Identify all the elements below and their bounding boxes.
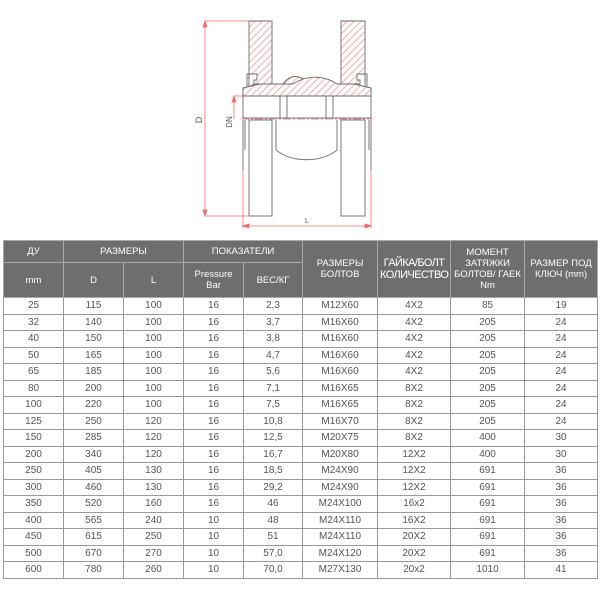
header-indicators: ПОКАЗАТЕЛИ — [184, 241, 303, 263]
cell-pressure: 16 — [184, 479, 244, 496]
cell-D: 185 — [64, 364, 124, 381]
header-pressure: Pressure Bar — [184, 263, 244, 298]
cell-bolt-size: M12X60 — [303, 298, 378, 315]
cell-D: 115 — [64, 298, 124, 315]
joint-cross-section-drawing — [0, 0, 600, 235]
cell-weight: 10,8 — [244, 413, 303, 430]
cell-du: 300 — [4, 479, 64, 496]
cell-nut-bolt-qty: 4X2 — [378, 347, 451, 364]
cell-D: 565 — [64, 512, 124, 529]
cell-torque: 205 — [451, 347, 525, 364]
cell-nut-bolt-qty: 20X2 — [378, 529, 451, 546]
cell-L: 100 — [124, 331, 184, 348]
cell-D: 615 — [64, 529, 124, 546]
cell-L: 100 — [124, 347, 184, 364]
cell-weight: 29,2 — [244, 479, 303, 496]
table-row — [4, 545, 598, 562]
cell-L: 130 — [124, 479, 184, 496]
cell-weight: 3,7 — [244, 314, 303, 331]
cell-wrench-size: 24 — [525, 347, 598, 364]
table-row — [4, 463, 598, 480]
cell-wrench-size: 36 — [525, 479, 598, 496]
cell-nut-bolt-qty: 4X2 — [378, 331, 451, 348]
cell-L: 240 — [124, 512, 184, 529]
cell-pressure: 16 — [184, 463, 244, 480]
cell-D: 220 — [64, 397, 124, 414]
table-row — [4, 446, 598, 463]
cell-torque: 691 — [451, 463, 525, 480]
cell-weight: 5,6 — [244, 364, 303, 381]
cell-wrench-size: 30 — [525, 446, 598, 463]
header-mm: mm — [4, 263, 64, 298]
cell-L: 100 — [124, 397, 184, 414]
cell-pressure: 10 — [184, 545, 244, 562]
cell-D: 285 — [64, 430, 124, 447]
cell-pressure: 16 — [184, 397, 244, 414]
cell-du: 125 — [4, 413, 64, 430]
dimension-DN — [232, 96, 243, 119]
cell-wrench-size: 24 — [525, 397, 598, 414]
cell-du: 350 — [4, 496, 64, 513]
cell-weight: 16,7 — [244, 446, 303, 463]
cell-nut-bolt-qty: 20x2 — [378, 562, 451, 579]
table-row — [4, 314, 598, 331]
right-flange-section — [341, 21, 367, 92]
cell-D: 460 — [64, 479, 124, 496]
cell-wrench-size: 41 — [525, 562, 598, 579]
cell-D: 780 — [64, 562, 124, 579]
cell-wrench-size: 24 — [525, 331, 598, 348]
cell-L: 130 — [124, 463, 184, 480]
header-L: L — [124, 263, 184, 298]
cell-L: 270 — [124, 545, 184, 562]
cell-wrench-size: 36 — [525, 529, 598, 546]
cell-pressure: 16 — [184, 314, 244, 331]
cell-weight: 12,5 — [244, 430, 303, 447]
header-du: ДУ — [4, 241, 64, 263]
cell-nut-bolt-qty: 8X2 — [378, 397, 451, 414]
left-flange-section — [247, 21, 272, 92]
cell-pressure: 10 — [184, 562, 244, 579]
cell-bolt-size: M24X100 — [303, 496, 378, 513]
table-row — [4, 512, 598, 529]
header-row-1 — [4, 241, 598, 263]
cell-bolt-size: M24X110 — [303, 529, 378, 546]
cell-nut-bolt-qty: 12X2 — [378, 479, 451, 496]
table-row — [4, 496, 598, 513]
cell-L: 120 — [124, 430, 184, 447]
cell-weight: 7,1 — [244, 380, 303, 397]
header-bolt-sizes: РАЗМЕРЫ БОЛТОВ — [303, 241, 378, 298]
cell-wrench-size: 30 — [525, 430, 598, 447]
cell-nut-bolt-qty: 4X2 — [378, 298, 451, 315]
cell-L: 100 — [124, 314, 184, 331]
cell-pressure: 10 — [184, 529, 244, 546]
cell-du: 600 — [4, 562, 64, 579]
cell-wrench-size: 36 — [525, 512, 598, 529]
table-row — [4, 397, 598, 414]
cell-D: 520 — [64, 496, 124, 513]
cell-torque: 691 — [451, 479, 525, 496]
cell-L: 100 — [124, 380, 184, 397]
cell-wrench-size: 24 — [525, 314, 598, 331]
table-row — [4, 331, 598, 348]
cell-bolt-size: M27X130 — [303, 562, 378, 579]
cell-torque: 205 — [451, 413, 525, 430]
specification-table — [3, 240, 598, 579]
cell-pressure: 16 — [184, 364, 244, 381]
cell-D: 670 — [64, 545, 124, 562]
cell-du: 450 — [4, 529, 64, 546]
cell-weight: 4,7 — [244, 347, 303, 364]
cell-weight: 18,5 — [244, 463, 303, 480]
header-torque: МОМЕНТ ЗАТЯЖКИ БОЛТОВ/ ГАЕК Nm — [451, 241, 525, 298]
table-row — [4, 413, 598, 430]
cell-weight: 3,8 — [244, 331, 303, 348]
cell-weight: 46 — [244, 496, 303, 513]
cell-torque: 691 — [451, 529, 525, 546]
cell-weight: 48 — [244, 512, 303, 529]
cell-bolt-size: M16X60 — [303, 347, 378, 364]
cell-L: 160 — [124, 496, 184, 513]
cell-bolt-size: M16X60 — [303, 331, 378, 348]
cell-du: 500 — [4, 545, 64, 562]
cell-du: 80 — [4, 380, 64, 397]
cell-torque: 400 — [451, 430, 525, 447]
table-row — [4, 364, 598, 381]
cell-pressure: 16 — [184, 380, 244, 397]
cell-du: 400 — [4, 512, 64, 529]
table-row — [4, 529, 598, 546]
cell-wrench-size: 24 — [525, 413, 598, 430]
cell-bolt-size: M16X65 — [303, 397, 378, 414]
cell-du: 150 — [4, 430, 64, 447]
header-nut-bolt-qty: ГАЙКА/БОЛТ КОЛИЧЕСТВО — [378, 241, 451, 298]
cell-L: 100 — [124, 298, 184, 315]
cell-weight: 70,0 — [244, 562, 303, 579]
table-body — [4, 298, 598, 579]
cell-bolt-size: M24X90 — [303, 479, 378, 496]
cell-torque: 205 — [451, 364, 525, 381]
cell-L: 260 — [124, 562, 184, 579]
label-DN: DN — [225, 116, 234, 128]
cell-bolt-size: M24X120 — [303, 545, 378, 562]
cell-torque: 205 — [451, 314, 525, 331]
cell-pressure: 16 — [184, 331, 244, 348]
header-sizes: РАЗМЕРЫ — [64, 241, 184, 263]
cell-weight: 7,5 — [244, 397, 303, 414]
cell-du: 100 — [4, 397, 64, 414]
label-L: L — [305, 218, 309, 225]
cell-torque: 205 — [451, 380, 525, 397]
cell-du: 40 — [4, 331, 64, 348]
cell-D: 250 — [64, 413, 124, 430]
cell-torque: 691 — [451, 496, 525, 513]
cell-torque: 1010 — [451, 562, 525, 579]
cell-nut-bolt-qty: 20X2 — [378, 545, 451, 562]
cell-nut-bolt-qty: 4X2 — [378, 314, 451, 331]
cell-L: 120 — [124, 413, 184, 430]
cell-du: 32 — [4, 314, 64, 331]
table-row — [4, 347, 598, 364]
cell-du: 65 — [4, 364, 64, 381]
label-D: D — [194, 116, 204, 124]
cell-nut-bolt-qty: 8X2 — [378, 413, 451, 430]
cell-weight: 57,0 — [244, 545, 303, 562]
table-row — [4, 562, 598, 579]
cell-bolt-size: M16X60 — [303, 314, 378, 331]
cell-bolt-size: M16X60 — [303, 364, 378, 381]
cell-torque: 400 — [451, 446, 525, 463]
cell-D: 405 — [64, 463, 124, 480]
cell-nut-bolt-qty: 16x2 — [378, 496, 451, 513]
cell-torque: 85 — [451, 298, 525, 315]
header-weight: ВЕС/КГ — [244, 263, 303, 298]
cell-D: 340 — [64, 446, 124, 463]
cell-nut-bolt-qty: 16X2 — [378, 512, 451, 529]
cell-nut-bolt-qty: 12X2 — [378, 463, 451, 480]
cell-bolt-size: M16X65 — [303, 380, 378, 397]
cell-D: 150 — [64, 331, 124, 348]
cell-bolt-size: M24X90 — [303, 463, 378, 480]
table-row — [4, 298, 598, 315]
header-D: D — [64, 263, 124, 298]
cell-bolt-size: M20X75 — [303, 430, 378, 447]
table-row — [4, 380, 598, 397]
cell-du: 50 — [4, 347, 64, 364]
header-wrench-size: РАЗМЕР ПОД КЛЮЧ (mm) — [525, 241, 598, 298]
table-row — [4, 430, 598, 447]
cell-bolt-size: M16X70 — [303, 413, 378, 430]
cell-wrench-size: 24 — [525, 380, 598, 397]
cell-nut-bolt-qty: 8X2 — [378, 380, 451, 397]
cell-pressure: 16 — [184, 347, 244, 364]
table-row — [4, 479, 598, 496]
cell-torque: 205 — [451, 331, 525, 348]
cell-nut-bolt-qty: 8X2 — [378, 430, 451, 447]
cell-wrench-size: 19 — [525, 298, 598, 315]
cell-torque: 205 — [451, 397, 525, 414]
cell-bolt-size: M24X110 — [303, 512, 378, 529]
cell-wrench-size: 36 — [525, 496, 598, 513]
cell-torque: 691 — [451, 512, 525, 529]
cell-nut-bolt-qty: 12X2 — [378, 446, 451, 463]
cell-L: 100 — [124, 364, 184, 381]
cell-D: 140 — [64, 314, 124, 331]
cell-nut-bolt-qty: 4X2 — [378, 364, 451, 381]
cell-wrench-size: 36 — [525, 463, 598, 480]
cell-pressure: 16 — [184, 430, 244, 447]
cell-D: 200 — [64, 380, 124, 397]
cell-pressure: 16 — [184, 413, 244, 430]
cell-du: 200 — [4, 446, 64, 463]
cell-torque: 691 — [451, 545, 525, 562]
cell-L: 250 — [124, 529, 184, 546]
cell-D: 165 — [64, 347, 124, 364]
cell-pressure: 10 — [184, 512, 244, 529]
cell-pressure: 16 — [184, 446, 244, 463]
cell-pressure: 16 — [184, 496, 244, 513]
cell-du: 250 — [4, 463, 64, 480]
cell-L: 120 — [124, 446, 184, 463]
cell-bolt-size: M20X80 — [303, 446, 378, 463]
cell-pressure: 16 — [184, 298, 244, 315]
cell-weight: 2,3 — [244, 298, 303, 315]
lower-body-outline — [243, 96, 371, 216]
cell-wrench-size: 24 — [525, 364, 598, 381]
cell-weight: 51 — [244, 529, 303, 546]
cell-du: 25 — [4, 298, 64, 315]
cell-wrench-size: 36 — [525, 545, 598, 562]
